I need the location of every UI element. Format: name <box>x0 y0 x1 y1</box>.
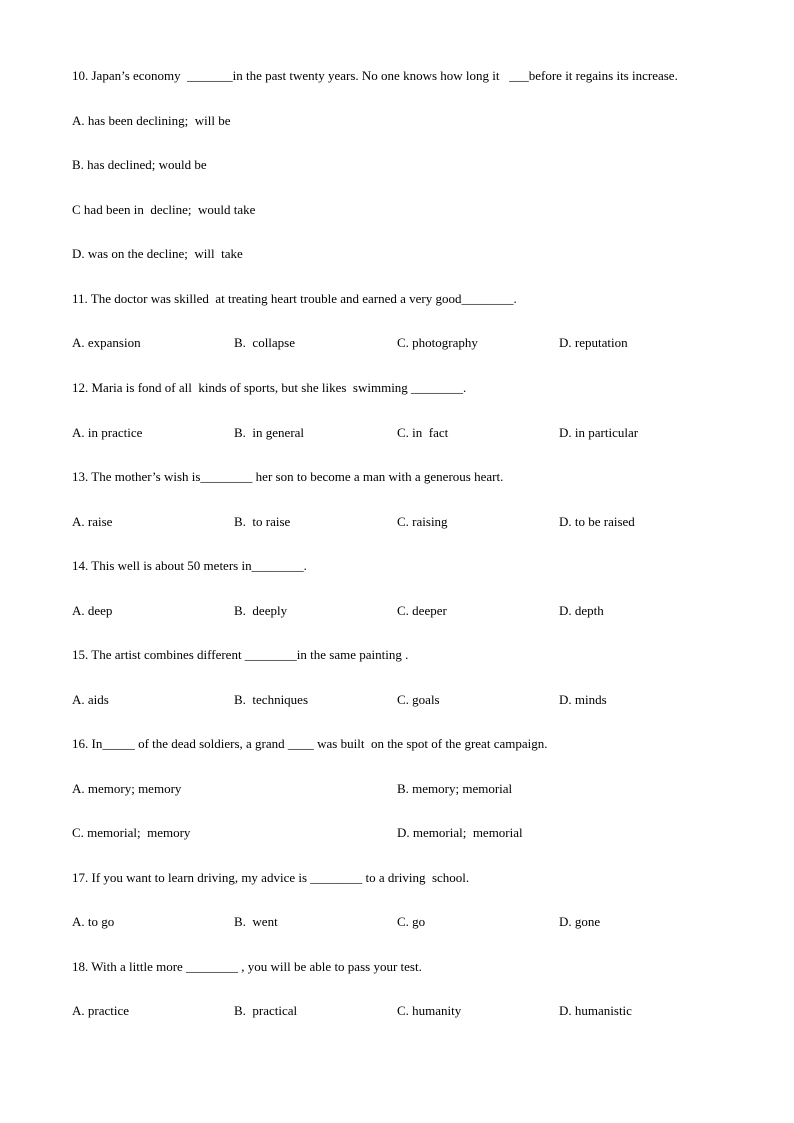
question-13-option-b: B. to raise <box>234 514 291 529</box>
question-10-stem: 10. Japan’s economy _______in the past twenty years. No one knows how long it ___before it regains its increase. <box>72 68 678 83</box>
question-12-option-c: C. in fact <box>397 425 449 440</box>
question-10-option-c: C had been in decline; would take <box>72 202 256 217</box>
question-14-option-c: C. deeper <box>397 603 447 618</box>
question-18-stem: 18. With a little more ________ , you will be able to pass your test. <box>72 959 422 974</box>
question-17-option-b: B. went <box>234 914 278 929</box>
question-13-option-a: A. raise <box>72 514 113 529</box>
question-18-option-a: A. practice <box>72 1003 130 1018</box>
question-13-option-c: C. raising <box>397 514 448 529</box>
question-12-option-b: B. in general <box>234 425 305 440</box>
question-13-option-d: D. to be raised <box>559 514 635 529</box>
question-11-option-a: A. expansion <box>72 335 141 350</box>
question-14-option-a: A. deep <box>72 603 113 618</box>
question-12-option-d: D. in particular <box>559 425 639 440</box>
question-16-stem: 16. In_____ of the dead soldiers, a grand ____ was built on the spot of the great campaign. <box>72 736 548 751</box>
question-11-stem: 11. The doctor was skilled at treating heart trouble and earned a very good________. <box>72 291 517 306</box>
question-14-stem: 14. This well is about 50 meters in________. <box>72 558 307 573</box>
question-15-option-d: D. minds <box>559 692 607 707</box>
question-17-option-d: D. gone <box>559 914 601 929</box>
question-16-option-a: A. memory; memory <box>72 781 182 796</box>
question-16-option-c: C. memorial; memory <box>72 825 191 840</box>
question-18-option-d: D. humanistic <box>559 1003 632 1018</box>
question-15-option-c: C. goals <box>397 692 440 707</box>
question-17-option-a: A. to go <box>72 914 115 929</box>
question-17-stem: 17. If you want to learn driving, my advice is ________ to a driving school. <box>72 870 470 885</box>
question-16-option-d: D. memorial; memorial <box>397 825 523 840</box>
question-10-option-b: B. has declined; would be <box>72 157 207 172</box>
question-12-stem: 12. Maria is fond of all kinds of sports, but she likes swimming ________. <box>72 380 467 395</box>
question-14-option-d: D. depth <box>559 603 604 618</box>
question-15-stem: 15. The artist combines different ________in the same painting . <box>72 647 409 662</box>
question-15-option-a: A. aids <box>72 692 109 707</box>
question-11-option-d: D. reputation <box>559 335 628 350</box>
question-11-option-c: C. photography <box>397 335 478 350</box>
question-16-option-b: B. memory; memorial <box>397 781 513 796</box>
question-13-stem: 13. The mother’s wish is________ her son to become a man with a generous heart. <box>72 469 504 484</box>
question-17-option-c: C. go <box>397 914 426 929</box>
question-10-option-a: A. has been declining; will be <box>72 113 231 128</box>
question-10-option-d: D. was on the decline; will take <box>72 246 243 261</box>
question-11-option-b: B. collapse <box>234 335 296 350</box>
question-18-option-b: B. practical <box>234 1003 298 1018</box>
question-12-option-a: A. in practice <box>72 425 143 440</box>
question-15-option-b: B. techniques <box>234 692 309 707</box>
question-18-option-c: C. humanity <box>397 1003 462 1018</box>
question-14-option-b: B. deeply <box>234 603 288 618</box>
